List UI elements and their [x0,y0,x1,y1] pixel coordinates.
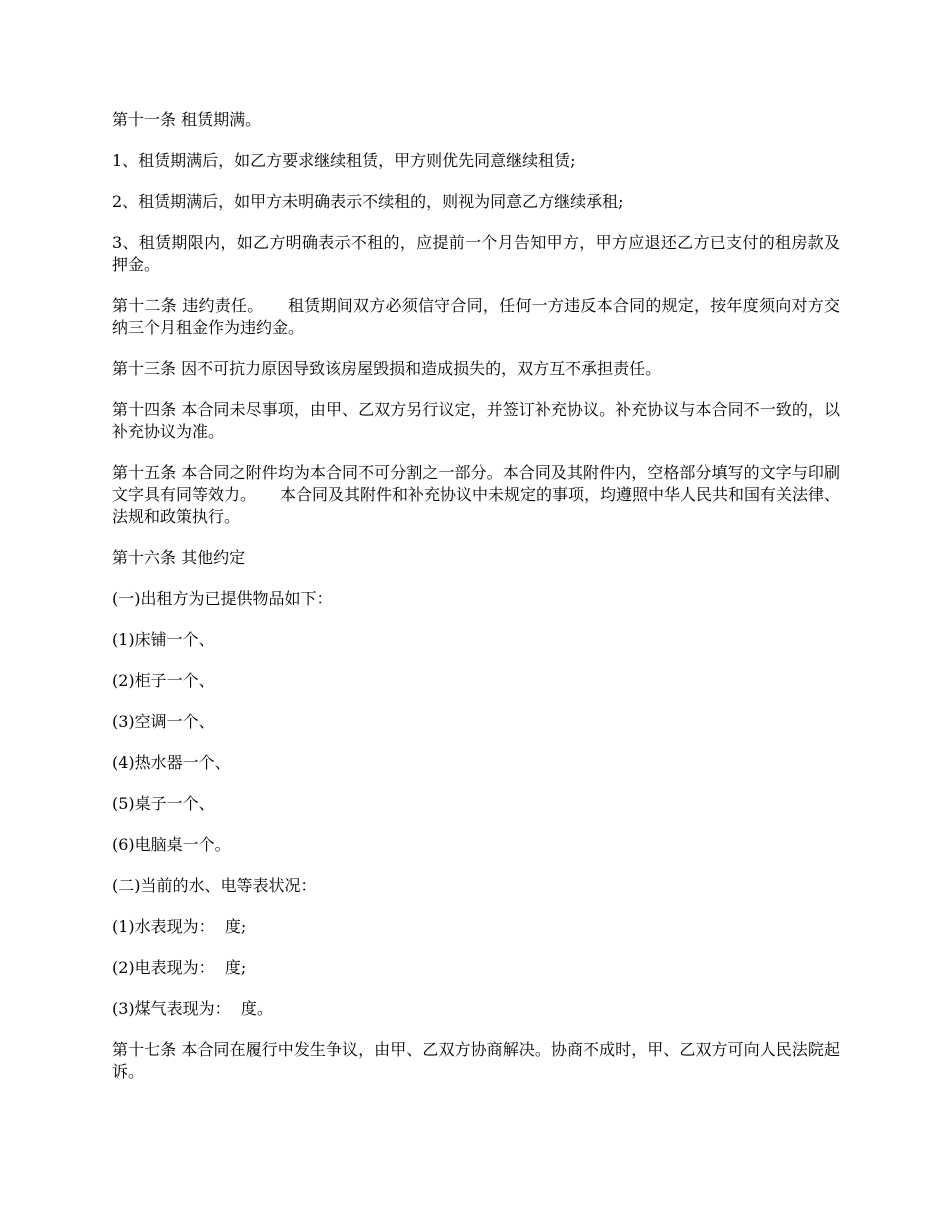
article-13-force-majeure: 第十三条 因不可抗力原因导致该房屋毁损和造成损失的，双方互不承担责任。 [112,359,662,378]
article-11-clause-3: 3、租赁期限内，如乙方明确表示不租的，应提前一个月告知甲方，甲方应退还乙方已支付的租房款及押金。 [112,233,840,274]
article-16-heading: 第十六条 其他约定 [112,548,246,567]
document-body [112,109,840,1102]
provided-item-computer-desk: (6)电脑桌一个。 [112,835,231,854]
provided-item-table: (5)桌子一个、 [112,794,215,813]
gas-meter-reading: (3)煤气表现为： 度。 [112,999,273,1018]
article-11-clause-1: 1、租赁期满后，如乙方要求继续租赁，甲方则优先同意继续租赁; [112,151,576,170]
electric-meter-reading: (2)电表现为： 度; [112,958,247,977]
article-17-dispute-resolution: 第十七条 本合同在履行中发生争议，由甲、乙双方协商解决。协商不成时，甲、乙双方可向人民法院起诉。 [112,1040,840,1081]
water-meter-reading: (1)水表现为： 度; [112,917,247,936]
provided-item-cabinet: (2)柜子一个、 [112,671,215,690]
meter-status-heading: (二)当前的水、电等表状况： [112,876,317,895]
article-11-heading: 第十一条 租赁期满。 [112,110,262,129]
provided-item-bed: (1)床铺一个、 [112,630,215,649]
provided-item-water-heater: (4)热水器一个、 [112,753,231,772]
provided-item-air-conditioner: (3)空调一个、 [112,712,215,731]
article-14-supplementary-agreement: 第十四条 本合同未尽事项，由甲、乙双方另行议定，并签订补充协议。补充协议与本合同不一致的，以补充协议为准。 [112,400,840,441]
article-11-clause-2: 2、租赁期满后，如甲方未明确表示不续租的，则视为同意乙方继续承租; [112,192,624,211]
provided-items-heading: (一)出租方为已提供物品如下： [112,589,333,608]
article-15-attachments: 第十五条 本合同之附件均为本合同不可分割之一部分。本合同及其附件内，空格部分填写的文字与印刷文字具有同等效力。 本合同及其附件和补充协议中未规定的事项，均遵照中华人民共和国有关法律、法规和政策执行。 [112,463,841,526]
article-12-breach-liability: 第十二条 违约责任。 租赁期间双方必须信守合同，任何一方违反本合同的规定，按年度须向对方交纳三个月租金作为违约金。 [112,296,840,337]
